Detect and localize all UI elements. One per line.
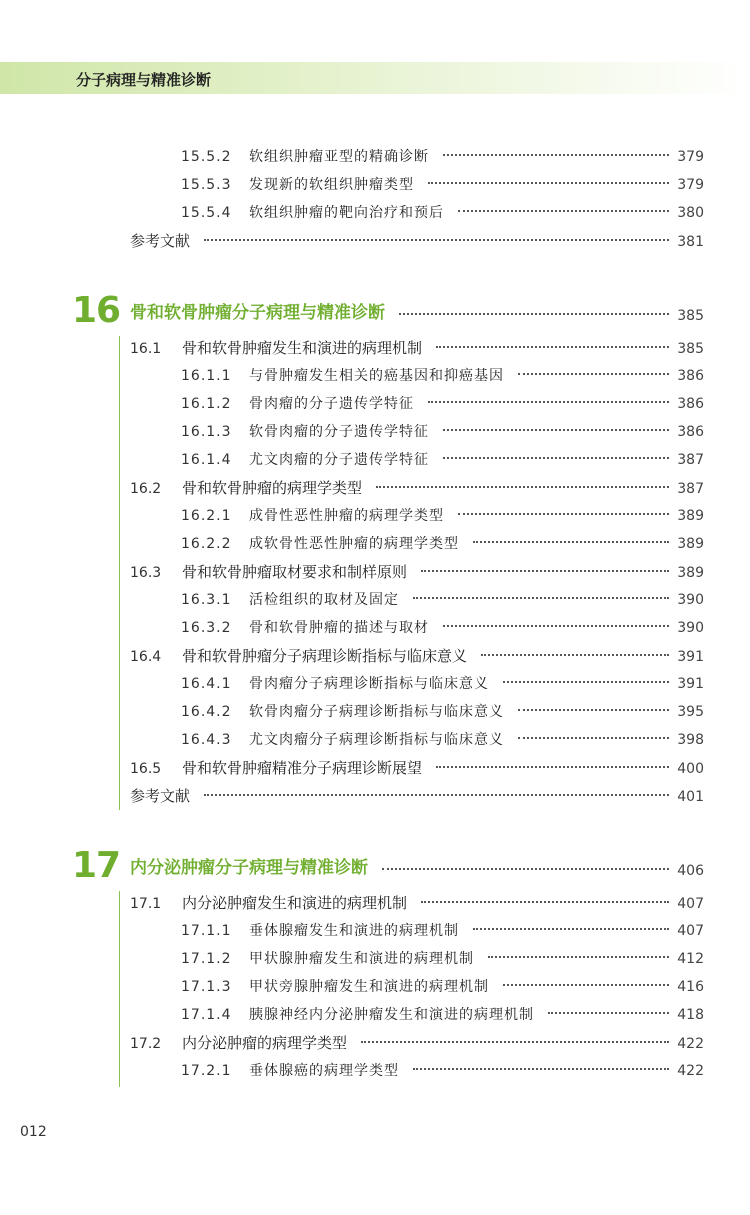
page-ref: 395 [677, 704, 704, 720]
toc-entry[interactable] [130, 561, 704, 585]
section-title: 成骨性恶性肿瘤的病理学类型 [249, 508, 444, 524]
section-number: 16.1.4 [181, 452, 232, 468]
leader-dots [421, 570, 669, 572]
leader-dots [204, 239, 669, 241]
toc-entry[interactable] [181, 729, 704, 753]
page-ref: 391 [677, 676, 704, 692]
section-title: 垂体腺癌的病理学类型 [249, 1063, 399, 1079]
leader-dots [428, 401, 669, 403]
section-title: 胰腺神经内分泌肿瘤发生和演进的病理机制 [249, 1007, 534, 1023]
section-number: 15.5.2 [181, 149, 232, 165]
page-ref: 401 [677, 789, 704, 805]
leader-dots [361, 1041, 669, 1043]
section-title: 垂体腺瘤发生和演进的病理机制 [249, 923, 459, 939]
chapter-heading-16[interactable] [72, 288, 704, 332]
toc-entry[interactable] [181, 589, 704, 613]
section-title: 软组织肿瘤亚型的精确诊断 [249, 149, 429, 165]
section-number: 16.4.1 [181, 676, 232, 692]
toc-entry[interactable] [181, 533, 704, 557]
page-ref: 390 [677, 592, 704, 608]
section-number: 17.2 [130, 1036, 162, 1052]
section-title: 发现新的软组织肿瘤类型 [249, 177, 414, 193]
leader-dots [458, 513, 669, 515]
references-label: 参考文献 [130, 787, 191, 805]
toc-entry[interactable] [181, 920, 704, 944]
page-ref: 398 [677, 732, 704, 748]
chapter-number: 16 [72, 289, 121, 331]
leader-dots [436, 766, 669, 768]
leader-dots [518, 737, 669, 739]
toc-entry[interactable] [181, 701, 704, 725]
section-title: 内分泌肿瘤发生和演进的病理机制 [182, 894, 408, 912]
toc-entry[interactable] [130, 1032, 704, 1056]
section-number: 16.4 [130, 649, 162, 665]
page-ref: 387 [677, 481, 704, 497]
section-number: 16.4.3 [181, 732, 232, 748]
section-number: 17.1 [130, 896, 162, 912]
page-ref: 385 [677, 341, 704, 357]
leader-dots [518, 373, 669, 375]
running-header-title: 分子病理与精准诊断 [76, 71, 212, 89]
page-ref: 422 [677, 1036, 704, 1052]
section-number: 16.3 [130, 565, 162, 581]
toc-entry[interactable] [130, 645, 704, 669]
leader-dots [481, 654, 669, 656]
chapter-number: 17 [72, 844, 121, 886]
section-number: 16.1.3 [181, 424, 232, 440]
section-title: 软骨肉瘤的分子遗传学特征 [249, 424, 429, 440]
references-label: 参考文献 [130, 232, 191, 250]
leader-dots [428, 182, 669, 184]
section-title: 骨和软骨肿瘤的描述与取材 [249, 620, 429, 636]
page-ref: 422 [677, 1063, 704, 1079]
section-title: 甲状腺肿瘤发生和演进的病理机制 [249, 951, 474, 967]
page-ref: 412 [677, 951, 704, 967]
toc-entry[interactable] [181, 617, 704, 641]
section-number: 17.1.1 [181, 923, 232, 939]
toc-entry[interactable] [181, 948, 704, 972]
toc-entry[interactable] [181, 976, 704, 1000]
references-entry[interactable] [130, 785, 704, 809]
section-number: 15.5.3 [181, 177, 232, 193]
section-number: 17.1.3 [181, 979, 232, 995]
leader-dots [518, 709, 669, 711]
page-ref: 386 [677, 368, 704, 384]
references-entry[interactable] [130, 230, 704, 254]
section-title: 骨和软骨肿瘤取材要求和制样原则 [182, 563, 408, 581]
leader-dots [488, 956, 669, 958]
toc-entry[interactable] [181, 146, 704, 170]
leader-dots [413, 597, 669, 599]
section-title: 内分泌肿瘤的病理学类型 [182, 1034, 348, 1052]
page-ref: 380 [677, 205, 704, 221]
page-ref: 386 [677, 424, 704, 440]
section-number: 15.5.4 [181, 205, 232, 221]
page-ref: 379 [677, 177, 704, 193]
page-ref: 391 [677, 649, 704, 665]
page-ref: 407 [677, 896, 704, 912]
chapter-heading-17[interactable] [72, 843, 704, 887]
toc-entry[interactable] [181, 174, 704, 198]
section-title: 与骨肿瘤发生相关的癌基因和抑癌基因 [249, 368, 504, 384]
section-title: 活检组织的取材及固定 [249, 592, 399, 608]
page-ref: 389 [677, 508, 704, 524]
leader-dots [204, 794, 669, 796]
section-number: 16.1.2 [181, 396, 232, 412]
section-number: 16.2.1 [181, 508, 232, 524]
toc-entry[interactable] [181, 393, 704, 417]
leader-dots [436, 346, 669, 348]
section-title: 成软骨性恶性肿瘤的病理学类型 [249, 536, 459, 552]
page-ref: 407 [677, 923, 704, 939]
section-number: 16.3.2 [181, 620, 232, 636]
page-ref: 385 [677, 308, 704, 324]
section-title: 骨和软骨肿瘤分子病理诊断指标与临床意义 [182, 647, 468, 665]
leader-dots [382, 868, 669, 870]
page-ref: 389 [677, 536, 704, 552]
section-number: 16.1 [130, 341, 162, 357]
section-title: 骨和软骨肿瘤发生和演进的病理机制 [182, 339, 423, 357]
toc-entry[interactable] [130, 477, 704, 501]
section-title: 甲状旁腺肿瘤发生和演进的病理机制 [249, 979, 489, 995]
page-ref: 379 [677, 149, 704, 165]
toc-entry[interactable] [130, 892, 704, 916]
section-number: 16.2 [130, 481, 162, 497]
toc-entry[interactable] [130, 337, 704, 361]
page-ref: 418 [677, 1007, 704, 1023]
section-title: 软骨肉瘤分子病理诊断指标与临床意义 [249, 704, 504, 720]
section-number: 16.3.1 [181, 592, 232, 608]
leader-dots [443, 457, 669, 459]
chapter-rule [119, 891, 120, 1087]
toc-entry[interactable] [181, 505, 704, 529]
section-number: 17.1.4 [181, 1007, 232, 1023]
section-number: 17.1.2 [181, 951, 232, 967]
section-title: 骨和软骨肿瘤精准分子病理诊断展望 [182, 759, 423, 777]
page-ref: 387 [677, 452, 704, 468]
leader-dots [413, 1068, 669, 1070]
section-number: 16.2.2 [181, 536, 232, 552]
page-ref: 416 [677, 979, 704, 995]
leader-dots [443, 625, 669, 627]
leader-dots [503, 681, 669, 683]
page-ref: 390 [677, 620, 704, 636]
section-title: 骨肉瘤的分子遗传学特征 [249, 396, 414, 412]
section-title: 骨肉瘤分子病理诊断指标与临床意义 [249, 676, 489, 692]
page-number: 012 [20, 1124, 47, 1140]
chapter-rule [119, 336, 120, 810]
leader-dots [376, 486, 669, 488]
page-ref: 381 [677, 234, 704, 250]
toc-entry[interactable] [181, 673, 704, 697]
leader-dots [473, 928, 669, 930]
section-number: 16.5 [130, 761, 162, 777]
chapter-title: 内分泌肿瘤分子病理与精准诊断 [130, 857, 368, 878]
leader-dots [473, 541, 669, 543]
section-title: 骨和软骨肿瘤的病理学类型 [182, 479, 363, 497]
toc-entry[interactable] [181, 449, 704, 473]
leader-dots [443, 429, 669, 431]
section-number: 17.2.1 [181, 1063, 232, 1079]
section-number: 16.4.2 [181, 704, 232, 720]
section-number: 16.1.1 [181, 368, 232, 384]
toc-entry[interactable] [181, 421, 704, 445]
section-title: 尤文肉瘤分子病理诊断指标与临床意义 [249, 732, 504, 748]
leader-dots [399, 313, 669, 315]
toc-entry[interactable] [181, 365, 704, 389]
section-title: 尤文肉瘤的分子遗传学特征 [249, 452, 429, 468]
page-ref: 386 [677, 396, 704, 412]
page-ref: 389 [677, 565, 704, 581]
page-ref: 406 [677, 863, 704, 879]
chapter-title: 骨和软骨肿瘤分子病理与精准诊断 [130, 302, 385, 323]
leader-dots [548, 1012, 669, 1014]
toc-entry[interactable] [181, 1060, 704, 1084]
leader-dots [458, 210, 669, 212]
leader-dots [421, 901, 669, 903]
toc-entry[interactable] [181, 202, 704, 226]
leader-dots [443, 154, 669, 156]
leader-dots [503, 984, 669, 986]
toc-entry[interactable] [181, 1004, 704, 1028]
toc-entry[interactable] [130, 757, 704, 781]
page-ref: 400 [677, 761, 704, 777]
section-title: 软组织肿瘤的靶向治疗和预后 [249, 205, 444, 221]
